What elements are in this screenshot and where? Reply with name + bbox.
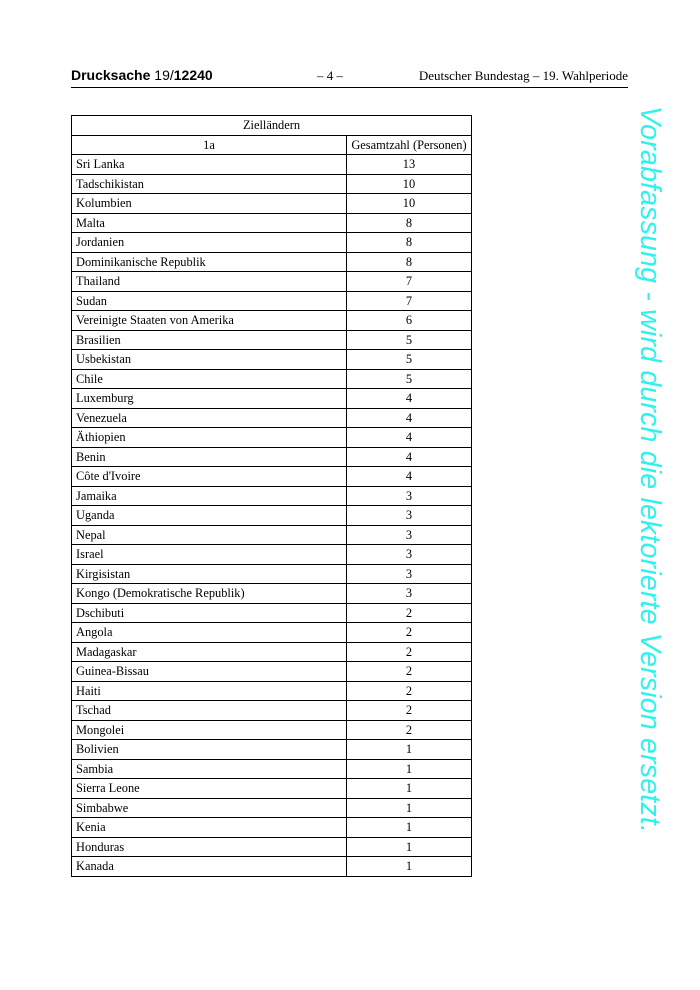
- country-cell: Malta: [72, 213, 347, 233]
- table-row: [72, 545, 472, 565]
- total-cell: 10: [347, 174, 472, 194]
- table-row: [72, 584, 472, 604]
- country-cell: Mongolei: [72, 720, 347, 740]
- table-row: [72, 525, 472, 545]
- country-cell: Usbekistan: [72, 350, 347, 370]
- country-cell: Venezuela: [72, 408, 347, 428]
- country-cell: Bolivien: [72, 740, 347, 760]
- total-cell: 2: [347, 603, 472, 623]
- country-cell: Sri Lanka: [72, 155, 347, 175]
- total-cell: 3: [347, 486, 472, 506]
- total-cell: 7: [347, 291, 472, 311]
- table-row: [72, 603, 472, 623]
- table-row: [72, 779, 472, 799]
- document-number-main: 12240: [173, 67, 213, 83]
- table-row: [72, 330, 472, 350]
- table-row: [72, 623, 472, 643]
- country-cell: Haiti: [72, 681, 347, 701]
- country-cell: Guinea-Bissau: [72, 662, 347, 682]
- table-row: [72, 369, 472, 389]
- table-row: [72, 252, 472, 272]
- country-cell: Jamaika: [72, 486, 347, 506]
- table-row: [72, 506, 472, 526]
- total-cell: 3: [347, 525, 472, 545]
- table-title-row: [72, 116, 472, 136]
- country-cell: Äthiopien: [72, 428, 347, 448]
- parliament-period: Deutscher Bundestag – 19. Wahlperiode: [418, 68, 628, 83]
- total-cell: 1: [347, 740, 472, 760]
- table-row: [72, 389, 472, 409]
- country-cell: Nepal: [72, 525, 347, 545]
- country-cell: Vereinigte Staaten von Amerika: [72, 311, 347, 331]
- country-cell: Tschad: [72, 701, 347, 721]
- table-row: [72, 447, 472, 467]
- country-cell: Chile: [72, 369, 347, 389]
- country-cell: Kanada: [72, 857, 347, 877]
- total-cell: 2: [347, 662, 472, 682]
- total-cell: 1: [347, 798, 472, 818]
- table-row: [72, 740, 472, 760]
- table-row: [72, 642, 472, 662]
- total-cell: 1: [347, 857, 472, 877]
- table-row: [72, 174, 472, 194]
- page-header: [71, 67, 628, 88]
- draft-watermark: Vorabfassung - wird durch die lektorierte Version ersetzt.: [634, 106, 666, 834]
- table-row: [72, 818, 472, 838]
- table-row: [72, 759, 472, 779]
- country-cell: Thailand: [72, 272, 347, 292]
- table-row: [72, 662, 472, 682]
- total-cell: 5: [347, 350, 472, 370]
- total-cell: 2: [347, 642, 472, 662]
- total-cell: 8: [347, 233, 472, 253]
- table-row: [72, 155, 472, 175]
- table-row: [72, 194, 472, 214]
- total-cell: 3: [347, 564, 472, 584]
- total-cell: 1: [347, 779, 472, 799]
- table-row: [72, 272, 472, 292]
- table-row: [72, 213, 472, 233]
- table-row: [72, 233, 472, 253]
- table-title: Zielländern: [72, 116, 472, 136]
- table-row: [72, 720, 472, 740]
- table-row: [72, 681, 472, 701]
- country-cell: Brasilien: [72, 330, 347, 350]
- country-cell: Kirgisistan: [72, 564, 347, 584]
- total-cell: 2: [347, 623, 472, 643]
- total-cell: 3: [347, 545, 472, 565]
- document-number-prefix: 19/: [154, 67, 174, 83]
- total-cell: 1: [347, 759, 472, 779]
- country-cell: Sudan: [72, 291, 347, 311]
- country-cell: Kolumbien: [72, 194, 347, 214]
- country-cell: Kenia: [72, 818, 347, 838]
- total-cell: 4: [347, 408, 472, 428]
- total-cell: 2: [347, 681, 472, 701]
- document-number: [71, 67, 213, 83]
- document-label: Drucksache: [71, 67, 151, 83]
- country-cell: Angola: [72, 623, 347, 643]
- table-row: [72, 701, 472, 721]
- table-row: [72, 798, 472, 818]
- total-cell: 13: [347, 155, 472, 175]
- column-header-1a: 1a: [72, 135, 347, 155]
- total-cell: 1: [347, 837, 472, 857]
- table-row: [72, 837, 472, 857]
- total-cell: 5: [347, 330, 472, 350]
- total-cell: 10: [347, 194, 472, 214]
- total-cell: 5: [347, 369, 472, 389]
- total-cell: 6: [347, 311, 472, 331]
- country-cell: Sierra Leone: [72, 779, 347, 799]
- table-row: [72, 311, 472, 331]
- total-cell: 2: [347, 720, 472, 740]
- table-row: [72, 857, 472, 877]
- table-row: [72, 467, 472, 487]
- destination-countries-table: [71, 115, 472, 877]
- country-cell: Sambia: [72, 759, 347, 779]
- table-row: [72, 291, 472, 311]
- total-cell: 4: [347, 428, 472, 448]
- column-header-total: Gesamtzahl (Personen): [347, 135, 472, 155]
- country-cell: Israel: [72, 545, 347, 565]
- country-cell: Madagaskar: [72, 642, 347, 662]
- page-number: – 4 –: [317, 68, 343, 83]
- table-header-row: [72, 135, 472, 155]
- total-cell: 1: [347, 818, 472, 838]
- total-cell: 4: [347, 467, 472, 487]
- country-cell: Benin: [72, 447, 347, 467]
- country-cell: Simbabwe: [72, 798, 347, 818]
- total-cell: 2: [347, 701, 472, 721]
- total-cell: 3: [347, 506, 472, 526]
- total-cell: 4: [347, 389, 472, 409]
- table-row: [72, 350, 472, 370]
- country-cell: Uganda: [72, 506, 347, 526]
- table-row: [72, 564, 472, 584]
- country-cell: Dominikanische Republik: [72, 252, 347, 272]
- total-cell: 8: [347, 213, 472, 233]
- country-cell: Dschibuti: [72, 603, 347, 623]
- total-cell: 3: [347, 584, 472, 604]
- table-row: [72, 428, 472, 448]
- country-cell: Honduras: [72, 837, 347, 857]
- country-cell: Luxemburg: [72, 389, 347, 409]
- country-cell: Côte d'Ivoire: [72, 467, 347, 487]
- table-row: [72, 486, 472, 506]
- table-row: [72, 408, 472, 428]
- table-body: [72, 155, 472, 877]
- total-cell: 7: [347, 272, 472, 292]
- country-cell: Tadschikistan: [72, 174, 347, 194]
- country-cell: Kongo (Demokratische Republik): [72, 584, 347, 604]
- total-cell: 8: [347, 252, 472, 272]
- total-cell: 4: [347, 447, 472, 467]
- country-cell: Jordanien: [72, 233, 347, 253]
